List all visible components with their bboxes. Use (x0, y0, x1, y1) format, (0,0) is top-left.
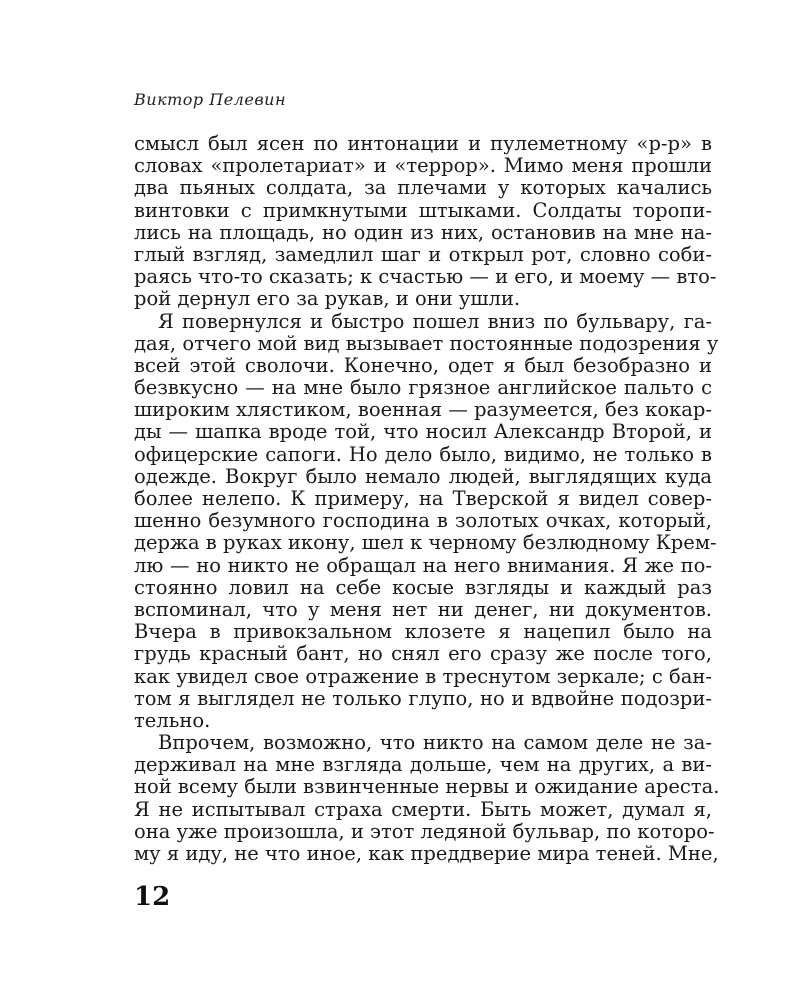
text-line: два пьяных солдата, за плечами у которых качались (134, 176, 712, 200)
text-line: держа в руках икону, шел к черному безлюдному Крем- (134, 531, 717, 555)
running-head-author: Виктор Пелевин (134, 90, 286, 109)
text-line: Впрочем, возможно, что никто на самом деле не за- (158, 731, 712, 755)
text-line: как увидел свое отражение в треснутом зеркале; с бан- (134, 664, 712, 688)
text-line: том я выглядел не только глупо, но и вдвойне подозри- (134, 686, 712, 710)
text-line: всей этой сволочи. Конечно, одет я был безобразно и (134, 353, 712, 377)
text-line: грудь красный бант, но снял его сразу же после того, (134, 642, 712, 666)
text-line: безвкусно — на мне было грязное английское пальто с (134, 376, 712, 400)
text-line: рой дернул его за рукав, и они ушли. (134, 287, 521, 311)
text-line: винтовки с примкнутыми штыками. Солдаты торопи- (134, 198, 712, 222)
text-line: лись на площадь, но один из них, остановив на мне на- (134, 220, 712, 244)
text-line: вспоминал, что у меня нет ни денег, ни документов. (134, 597, 712, 621)
text-line: ной всему были взвинченные нервы и ожидание ареста. (134, 775, 720, 799)
text-line: тельно. (134, 708, 211, 732)
body-text (134, 132, 720, 865)
text-line: одежде. Вокруг было немало людей, выглядящих куда (134, 464, 712, 488)
text-line: держивал на мне взгляда дольше, чем на других, а ви- (134, 753, 712, 777)
text-line: ды — шапка вроде той, что носил Александр Второй, и (134, 420, 712, 444)
text-line: она уже произошла, и этот ледяной бульвар, по которо- (134, 819, 715, 843)
text-line: шенно безумного господина в золотых очках, который, (134, 509, 712, 533)
text-line: офицерские сапоги. Но дело было, видимо, не только в (134, 442, 712, 466)
text-line: стоянно ловил на себе косые взгляды и каждый раз (134, 575, 712, 599)
text-line: дая, отчего мой вид вызывает постоянные подозрения у (134, 331, 719, 355)
text-line: му я иду, не что иное, как преддверие мира теней. Мне, (134, 842, 719, 865)
text-line: Вчера в привокзальном клозете я нацепил было на (134, 620, 712, 644)
text-line: более нелепо. К примеру, на Тверской я видел совер- (134, 487, 712, 510)
text-line: глый взгляд, замедлил шаг и открыл рот, словно соби- (134, 242, 712, 266)
text-line: словах «пролетариат» и «террор». Мимо меня прошли (134, 154, 712, 178)
page-number: 12 (134, 882, 171, 912)
text-line: лю — но никто не обращал на него внимания. Я же по- (134, 553, 712, 577)
text-line: Я повернулся и быстро пошел вниз по бульвару, га- (158, 309, 712, 333)
text-line: смысл был ясен по интонации и пулеметному «р-р» в (134, 132, 712, 155)
text-line: раясь что-то сказать; к счастью — и его, и моему — вто- (134, 265, 717, 289)
text-line: Я не испытывал страха смерти. Быть может, думал я, (134, 797, 712, 821)
text-line: широким хлястиком, военная — разумеется, без кокар- (134, 398, 712, 422)
